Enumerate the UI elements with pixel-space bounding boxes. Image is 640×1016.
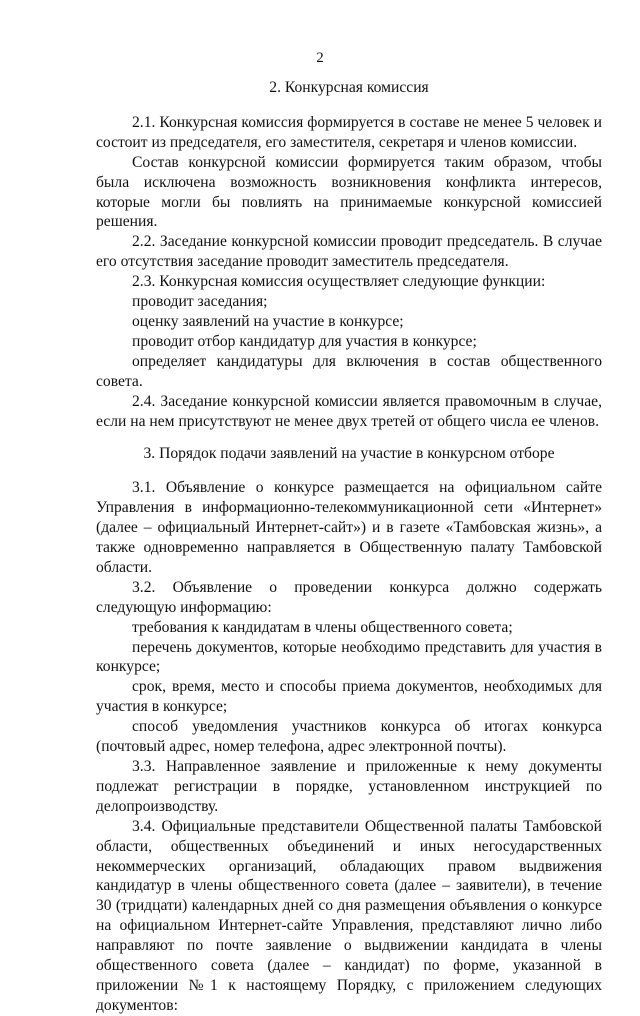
- paragraph: 3.1. Объявление о конкурсе размещается на официальном сайте Управления в информационно-телекоммуникационной сети «Интернет» (далее – официальный Интернет-сайт») и в газете «Тамбовская жизнь», а также одновременно направляется в Общественную палату Тамбовской области.: [96, 479, 602, 576]
- document-body: [96, 78, 602, 1016]
- list-item: способ уведомления участников конкурса об итогах конкурса (почтовый адрес, номер телефона, адрес электронной почты).: [96, 718, 602, 756]
- paragraph: 3.3. Направленное заявление и приложенные к нему документы подлежат регистрации в порядке, установленном инструкцией по делопроизводству.: [96, 758, 602, 815]
- paragraph: 2.3. Конкурсная комиссия осуществляет следующие функции:: [132, 273, 546, 291]
- list-item: определяет кандидатуры для включения в состав общественного совета.: [96, 352, 602, 390]
- list-item: перечень документов, которые необходимо представить для участия в конкурсе;: [96, 638, 602, 676]
- list-item: срок, время, место и способы приема документов, необходимых для участия в конкурсе;: [96, 678, 602, 716]
- list-item: оценку заявлений на участие в конкурсе;: [132, 312, 404, 330]
- paragraph: 2.4. Заседание конкурсной комиссии является правомочным в случае, если на нем присутствуют не менее двух третей от общего числа ее членов.: [96, 392, 602, 430]
- section-2-title: 2. Конкурсная комиссия: [269, 79, 429, 96]
- section-3-title: 3. Порядок подачи заявлений на участие в конкурсном отборе: [143, 445, 555, 463]
- list-item: проводит отбор кандидатур для участия в конкурсе;: [132, 332, 477, 350]
- paragraph: Состав конкурсной комиссии формируется таким образом, чтобы была исключена возможность возникновения конфликта интересов, которые могли бы повлиять на принимаемые конкурсной комиссией решения.: [96, 153, 602, 231]
- paragraph: 2.1. Конкурсная комиссия формируется в составе не менее 5 человек и состоит из председателя, его заместителя, секретаря и членов комиссии.: [96, 113, 602, 151]
- paragraph: 2.2. Заседание конкурсной комиссии проводит председатель. В случае его отсутствия заседание проводит заместитель председателя.: [96, 233, 602, 271]
- page-number: 2: [316, 50, 324, 66]
- paragraph: 3.2. Объявление о проведении конкурса должно содержать следующую информацию:: [96, 578, 602, 616]
- paragraph: 3.4. Официальные представители Общественной палаты Тамбовской области, общественных объединений и иных негосударственных некоммерческих организаций, обладающих правом выдвижения кандидатур в члены общественного совета (далее – заявители), в течение 30 (тридцати) календарных дней со дня размещения объявления о конкурсе на официальном Интернет-сайте Управления, представляют лично либо направляют по почте заявление о выдвижении кандидата в члены общественного совета (далее – кандидат) по форме, указанной в приложении №1 к настоящему Порядку, с приложением следующих документов:: [96, 817, 602, 1014]
- list-item: проводит заседания;: [132, 293, 268, 311]
- list-item: требования к кандидатам в члены общественного совета;: [132, 618, 513, 636]
